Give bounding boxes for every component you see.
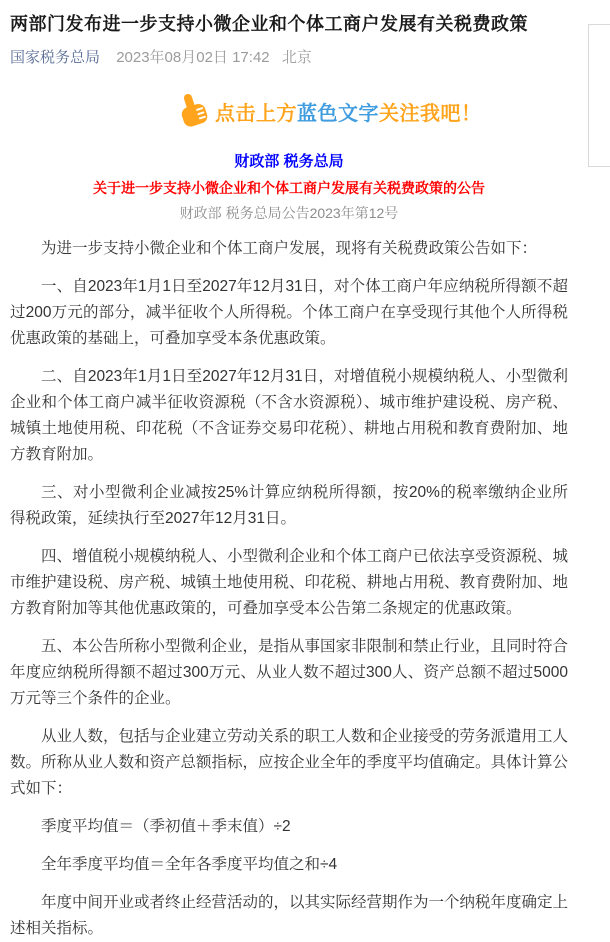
article-paragraph: 四、增值税小规模纳税人、小型微利企业和个体工商户已依法享受资源税、城市维护建设税、房产税、城镇土地使用税、印花税、耕地占用税、教育费附加、地方教育附加等其他优惠政策的，可叠加享受本公告第二条规定的优惠政策。 [10,548,569,617]
article-meta [10,48,568,68]
article-body [10,236,568,942]
banner-text-segment: 关注我吧！ [379,103,482,125]
banner-text-segment: 点击上方 [215,103,297,125]
formula-line: 季度平均值＝（季初值＋季末值）÷2 [41,818,291,835]
formula-line: 全年季度平均值＝全年各季度平均值之和÷4 [41,856,338,873]
follow-banner[interactable] [175,94,568,134]
article-paragraph: 从业人数，包括与企业建立劳动关系的职工人数和企业接受的劳务派遣用工人数。所称从业人数和资产总额指标，应按企业全年的季度平均值确定。具体计算公式如下： [10,728,569,797]
announcement-doc-number: 财政部 税务总局公告2023年第12号 [179,205,399,221]
page-title: 两部门发布进一步支持小微企业和个体工商户发展有关税费政策 [10,14,528,34]
article-paragraph: 为进一步支持小微企业和个体工商户发展，现将有关税费政策公告如下： [41,240,538,257]
article-paragraph: 五、本公告所称小型微利企业，是指从事国家非限制和禁止行业，且同时符合年度应纳税所得额不超过300万元、从业人数不超过300人、资产总额不超过5000万元等三个条件的企业。 [10,638,569,707]
announcement-title: 关于进一步支持小微企业和个体工商户发展有关税费政策的公告 [93,180,485,196]
article-paragraph: 二、自2023年1月1日至2027年12月31日，对增值税小规模纳税人、小型微利企业和个体工商户减半征收资源税（不含水资源税）、城市维护建设税、房产税、城镇土地使用税、印花税（不含证券交易印花税）、耕地占用税和教育费附加、地方教育附加。 [10,368,568,463]
article [0,10,610,942]
article-paragraph: 一、自2023年1月1日至2027年12月31日，对个体工商户年应纳税所得额不超过200万元的部分，减半征收个人所得税。个体工商户在享受现行其他个人所得税优惠政策的基础上，可叠加享受本条优惠政策。 [10,278,568,347]
announcement-header [10,150,568,224]
pointing-hand-icon [175,92,211,137]
banner-text-segment: 蓝色文字 [297,103,379,125]
publish-date: 2023年08月02日 17:42 [116,49,270,66]
publish-location: 北京 [281,49,312,66]
article-paragraph: 年度中间开业或者终止经营活动的，以其实际经营期作为一个纳税年度确定上述相关指标。 [10,894,569,937]
announcement-issuer: 财政部 税务总局 [234,153,344,170]
account-link[interactable]: 国家税务总局 [10,49,101,66]
article-paragraph: 三、对小型微利企业减按25%计算应纳税所得额，按20%的税率缴纳企业所得税政策，延续执行至2027年12月31日。 [10,484,568,527]
side-panel [588,24,610,167]
